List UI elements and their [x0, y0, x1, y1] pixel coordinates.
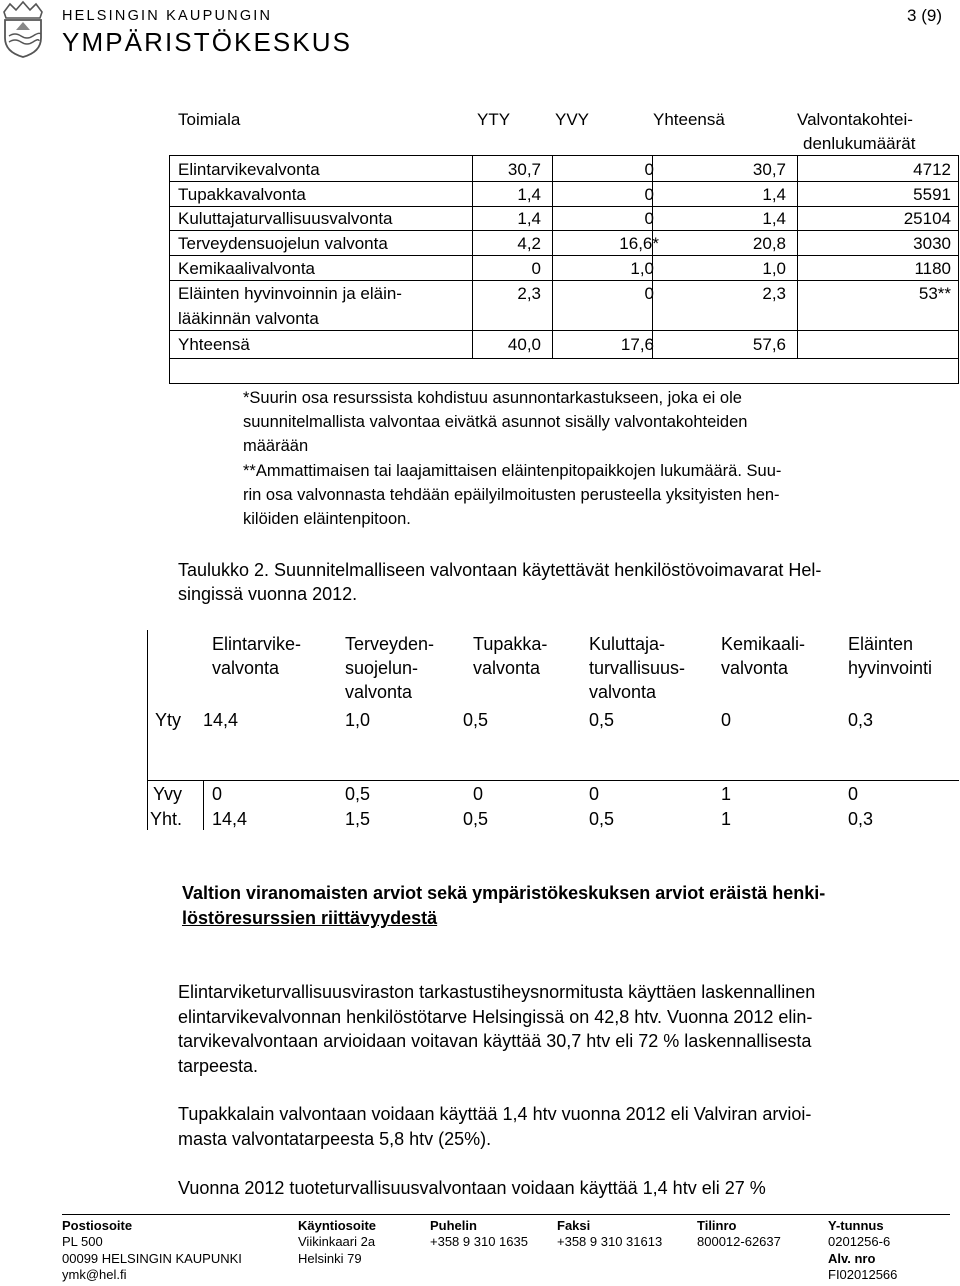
col-header-terveydensuojelu: [345, 632, 434, 704]
footer-heading: Puhelin: [430, 1218, 477, 1233]
cell: 0: [473, 784, 484, 804]
row-name: Tupakkavalvonta: [178, 185, 306, 204]
footer-puhelin: [430, 1218, 528, 1251]
row-name: Terveydensuojelun valvonta: [178, 234, 388, 253]
header-yvy: YVY: [555, 110, 590, 129]
paragraph-tupakka: [178, 1102, 938, 1151]
col-header-line: valvonta: [212, 658, 280, 678]
footnote-line: kilöiden eläintenpitoon.: [243, 510, 411, 529]
cell: 1,0: [345, 710, 371, 730]
row-kohde: 53**: [918, 284, 951, 303]
cell: 0,5: [589, 809, 615, 829]
row-kohde: 5591: [913, 185, 951, 204]
row-yht: 30,7: [752, 160, 786, 179]
col-header-line: hyvinvointi: [848, 658, 933, 678]
row-yvy: 0: [644, 185, 654, 204]
row-yht: 1,4: [762, 185, 786, 204]
footer-heading: Käyntiosoite: [298, 1218, 377, 1233]
footer-text: FI02012566: [828, 1266, 898, 1282]
footer-text: Viikinkaari 2a: [298, 1234, 376, 1250]
row-yvy: 0: [644, 160, 654, 179]
footer-postiosoite: [62, 1218, 242, 1283]
cell: 0: [589, 784, 600, 804]
col-header-line: Eläinten: [848, 634, 914, 654]
footer-divider: [62, 1214, 950, 1215]
row-kohde: 3030: [913, 234, 951, 253]
paragraph-line: Vuonna 2012 tuoteturvallisuusvalvontaan voidaan käyttää 1,4 htv eli 27 %: [178, 1178, 766, 1198]
footnote-line: **Ammattimaisen tai laajamittaisen eläintenpitopaikkojen lukumäärä. Suu-: [243, 462, 782, 480]
row-yht: 2,3: [762, 284, 786, 303]
heading-line: Valtion viranomaisten arviot sekä ympäristökeskuksen arviot eräistä henki-: [182, 883, 826, 903]
resource-table: [169, 107, 959, 384]
row-yty: 1,4: [517, 209, 541, 228]
row-yty: 1,4: [517, 185, 541, 204]
col-header-elintarvike: [212, 632, 301, 680]
staff-resources-table: [147, 630, 959, 830]
col-header-tupakka: [473, 632, 547, 680]
footer-tilinro: [697, 1218, 781, 1251]
row-kohde: 25104: [903, 209, 951, 228]
header-yty: YTY: [477, 110, 511, 129]
footer-heading: Faksi: [557, 1218, 591, 1233]
cell: 14,4: [212, 809, 248, 829]
row-yvy: 1,0: [630, 259, 654, 278]
row-name: Elintarvikevalvonta: [178, 160, 320, 179]
page-number: 3 (9): [907, 6, 942, 25]
row-yvy: 16,6*: [619, 234, 659, 253]
row-yty: 40,0: [507, 335, 541, 354]
row-name: Eläinten hyvinvoinnin ja eläin-: [178, 284, 402, 303]
row-yty: 30,7: [507, 160, 541, 179]
cell: 0: [848, 784, 859, 804]
cell: 0,3: [848, 809, 874, 829]
footer-heading: Alv. nro: [828, 1250, 876, 1266]
cell: 14,4: [203, 710, 239, 730]
paragraph-line: masta valvontatarpeesta 5,8 htv (25%).: [178, 1128, 492, 1149]
row-kohde: 4712: [913, 160, 951, 179]
footnote-line: suunnitelmallista valvontaa eivätkä asunnot sisälly valvontakohteiden: [243, 413, 748, 432]
table-caption: [178, 558, 948, 606]
section-heading: [182, 881, 942, 931]
paragraph-elintarvike: [178, 980, 938, 1078]
footer-faksi: [557, 1218, 662, 1251]
col-header-line: suojelun-: [345, 658, 419, 678]
footer-text: 0201256-6: [828, 1234, 891, 1250]
col-header-line: Tupakka-: [473, 634, 548, 654]
footer-text: Helsinki 79: [298, 1250, 362, 1266]
department-name: YMPÄRISTÖKESKUS: [62, 27, 353, 57]
row-name: Yhteensä: [178, 335, 250, 354]
header-toimiala: Toimiala: [178, 110, 241, 129]
col-header-line: valvonta: [345, 682, 413, 702]
paragraph-line: Tupakkalain valvontaan voidaan käyttää 1,4 htv vuonna 2012 eli Valviran arvioi-: [178, 1104, 812, 1124]
row-yvy: 0: [644, 284, 654, 303]
header-kohde: Valvontakohtei-: [797, 110, 913, 129]
row-yht: 1,4: [762, 209, 786, 228]
cell: 0,5: [463, 809, 489, 829]
row-yty: 4,2: [517, 234, 541, 253]
row-label-yvy: Yvy: [153, 784, 183, 804]
col-header-line: Elintarvike-: [212, 634, 302, 654]
cell: 1: [721, 784, 732, 804]
row-yht: 1,0: [762, 259, 786, 278]
row-yvy: 0: [644, 209, 654, 228]
cell: 0,3: [848, 710, 874, 730]
cell: 0,5: [589, 710, 615, 730]
col-header-line: valvonta: [473, 658, 541, 678]
row-name-cont: lääkinnän valvonta: [178, 309, 319, 328]
footer-email: ymk@hel.fi: [62, 1266, 127, 1282]
col-header-kemikaali: [721, 632, 805, 680]
row-label-yty: Yty: [155, 710, 182, 730]
col-header-line: valvonta: [721, 658, 789, 678]
row-yht: 57,6: [752, 335, 786, 354]
footnote-2: [243, 459, 943, 532]
paragraph-line: tarvikevalvontaan arvioidaan voitavan käyttää 30,7 htv eli 72 % laskennallisesta: [178, 1031, 812, 1051]
row-yty: 0: [531, 259, 541, 278]
footer-text: PL 500: [62, 1234, 103, 1250]
cell: 0: [212, 784, 223, 804]
cell: 1: [721, 809, 732, 829]
col-header-kuluttaja: [589, 632, 685, 704]
footnote-line: rin osa valvonnasta tehdään epäilyilmoitusten perusteella yksityisten hen-: [243, 486, 780, 505]
col-header-line: Terveyden-: [345, 634, 435, 654]
caption-line: singissä vuonna 2012.: [178, 584, 358, 604]
footer-text: 00099 HELSINGIN KAUPUNKI: [62, 1250, 242, 1266]
footer-ytunnus: [828, 1218, 897, 1283]
paragraph-line: tarpeesta.: [178, 1055, 259, 1076]
col-header-elainten: [848, 632, 932, 680]
caption-line: Taulukko 2. Suunnitelmalliseen valvontaan käytettävät henkilöstövoimavarat Hel-: [178, 560, 822, 580]
cell: 0,5: [463, 710, 489, 730]
header-yhteensa: Yhteensä: [653, 110, 725, 129]
footnote-1: [243, 386, 943, 459]
cell: 0: [721, 710, 732, 730]
col-header-line: Kemikaali-: [721, 634, 806, 654]
row-name: Kemikaalivalvonta: [178, 259, 316, 278]
organization-name: HELSINGIN KAUPUNGIN: [62, 8, 273, 24]
footnote-line: määrään: [243, 437, 309, 456]
footer-text: +358 9 310 31613: [557, 1234, 663, 1250]
footer-text: 800012-62637: [697, 1234, 781, 1250]
row-yvy: 17,6: [620, 335, 654, 354]
paragraph-tuoteturvallisuus: [178, 1176, 938, 1201]
heading-line: löstöresurssien riittävyydestä: [182, 908, 438, 928]
footer-heading: Postiosoite: [62, 1218, 133, 1233]
footnote-line: *Suurin osa resurssista kohdistuu asunnontarkastukseen, joka ei ole: [243, 389, 742, 407]
footer-heading: Tilinro: [697, 1218, 737, 1233]
cell: 0,5: [345, 784, 371, 804]
row-name: Kuluttajaturvallisuusvalvonta: [178, 209, 393, 228]
paragraph-line: Elintarviketurvallisuusviraston tarkastustiheysnormitusta käyttäen laskennallinen: [178, 982, 816, 1002]
header-kohde-cont: denlukumäärät: [803, 134, 916, 153]
cell: 1,5: [345, 809, 371, 829]
col-header-line: valvonta: [589, 682, 657, 702]
row-label-yht: Yht.: [150, 809, 183, 829]
col-header-line: Kuluttaja-: [589, 634, 666, 654]
helsinki-coat-of-arms-icon: [0, 0, 46, 58]
footer-heading: Y-tunnus: [828, 1218, 884, 1233]
col-header-line: turvallisuus-: [589, 658, 686, 678]
paragraph-line: elintarvikevalvonnan henkilöstötarve Helsingissä on 42,8 htv. Vuonna 2012 elin-: [178, 1006, 813, 1027]
footer-text: +358 9 310 1635: [430, 1234, 528, 1250]
footer-kayntiosoite: [298, 1218, 376, 1267]
row-kohde: 1180: [914, 259, 951, 278]
row-yht: 20,8: [752, 234, 786, 253]
row-yty: 2,3: [517, 284, 541, 303]
